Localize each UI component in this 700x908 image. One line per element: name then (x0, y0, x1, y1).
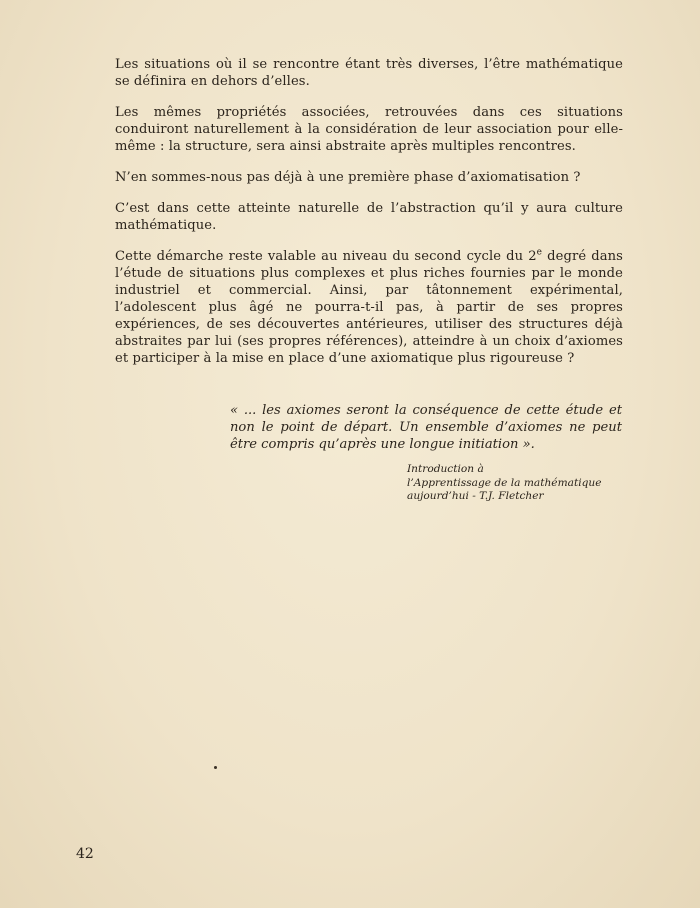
source-line-2: l’Apprentissage de la mathématique (407, 476, 602, 489)
body-text (115, 56, 623, 380)
paragraph-1: Les situations où il se rencontre étant très diverses, l’être mathématique se définira en dehors d’elles. (115, 57, 623, 89)
paragraph-2: Les mêmes propriétés associées, retrouvées dans ces situations conduiront naturellement à la considération de leur association pour elle-même : la structure, sera ainsi abstraite après multiples rencontres. (115, 105, 623, 154)
paragraph-5-start: Cette démarche reste valable au niveau du second cycle du 2 (115, 249, 537, 264)
ink-speck (214, 766, 217, 769)
quote-source (407, 463, 622, 504)
paragraph-4: C’est dans cette atteinte naturelle de l’abstraction qu’il y aura culture mathématique. (115, 201, 623, 233)
paragraph-5 (115, 248, 623, 367)
paragraph-5-rest: degré dans l’étude de situations plus complexes et plus riches fournies par le monde industriel et commercial. Ainsi, par tâtonnement expérimental, l’adolescent plus âgé ne pourra-t-il pas, à partir de ses propres expériences, de ses découvertes antérieures, utiliser des structures déjà abstraites par lui (ses propres références), atteindre à un choix d’axiomes et participer à la mise en place d’une axiomatique plus rigoureuse ? (115, 249, 623, 366)
epigraph-quote: « ... les axiomes seront la conséquence de cette étude et non le point de départ. Un ensemble d’axiomes ne peut être compris qu’après une longue initiation ». (230, 403, 622, 452)
page-number: 42 (76, 846, 94, 862)
degree-superscript: e (536, 247, 543, 258)
source-line-1: Introduction à (407, 463, 484, 475)
source-line-3: aujourd’hui - T.J. Fletcher (407, 490, 544, 502)
paragraph-3: N’en sommes-nous pas déjà à une première phase d’axiomatisation ? (115, 170, 581, 185)
